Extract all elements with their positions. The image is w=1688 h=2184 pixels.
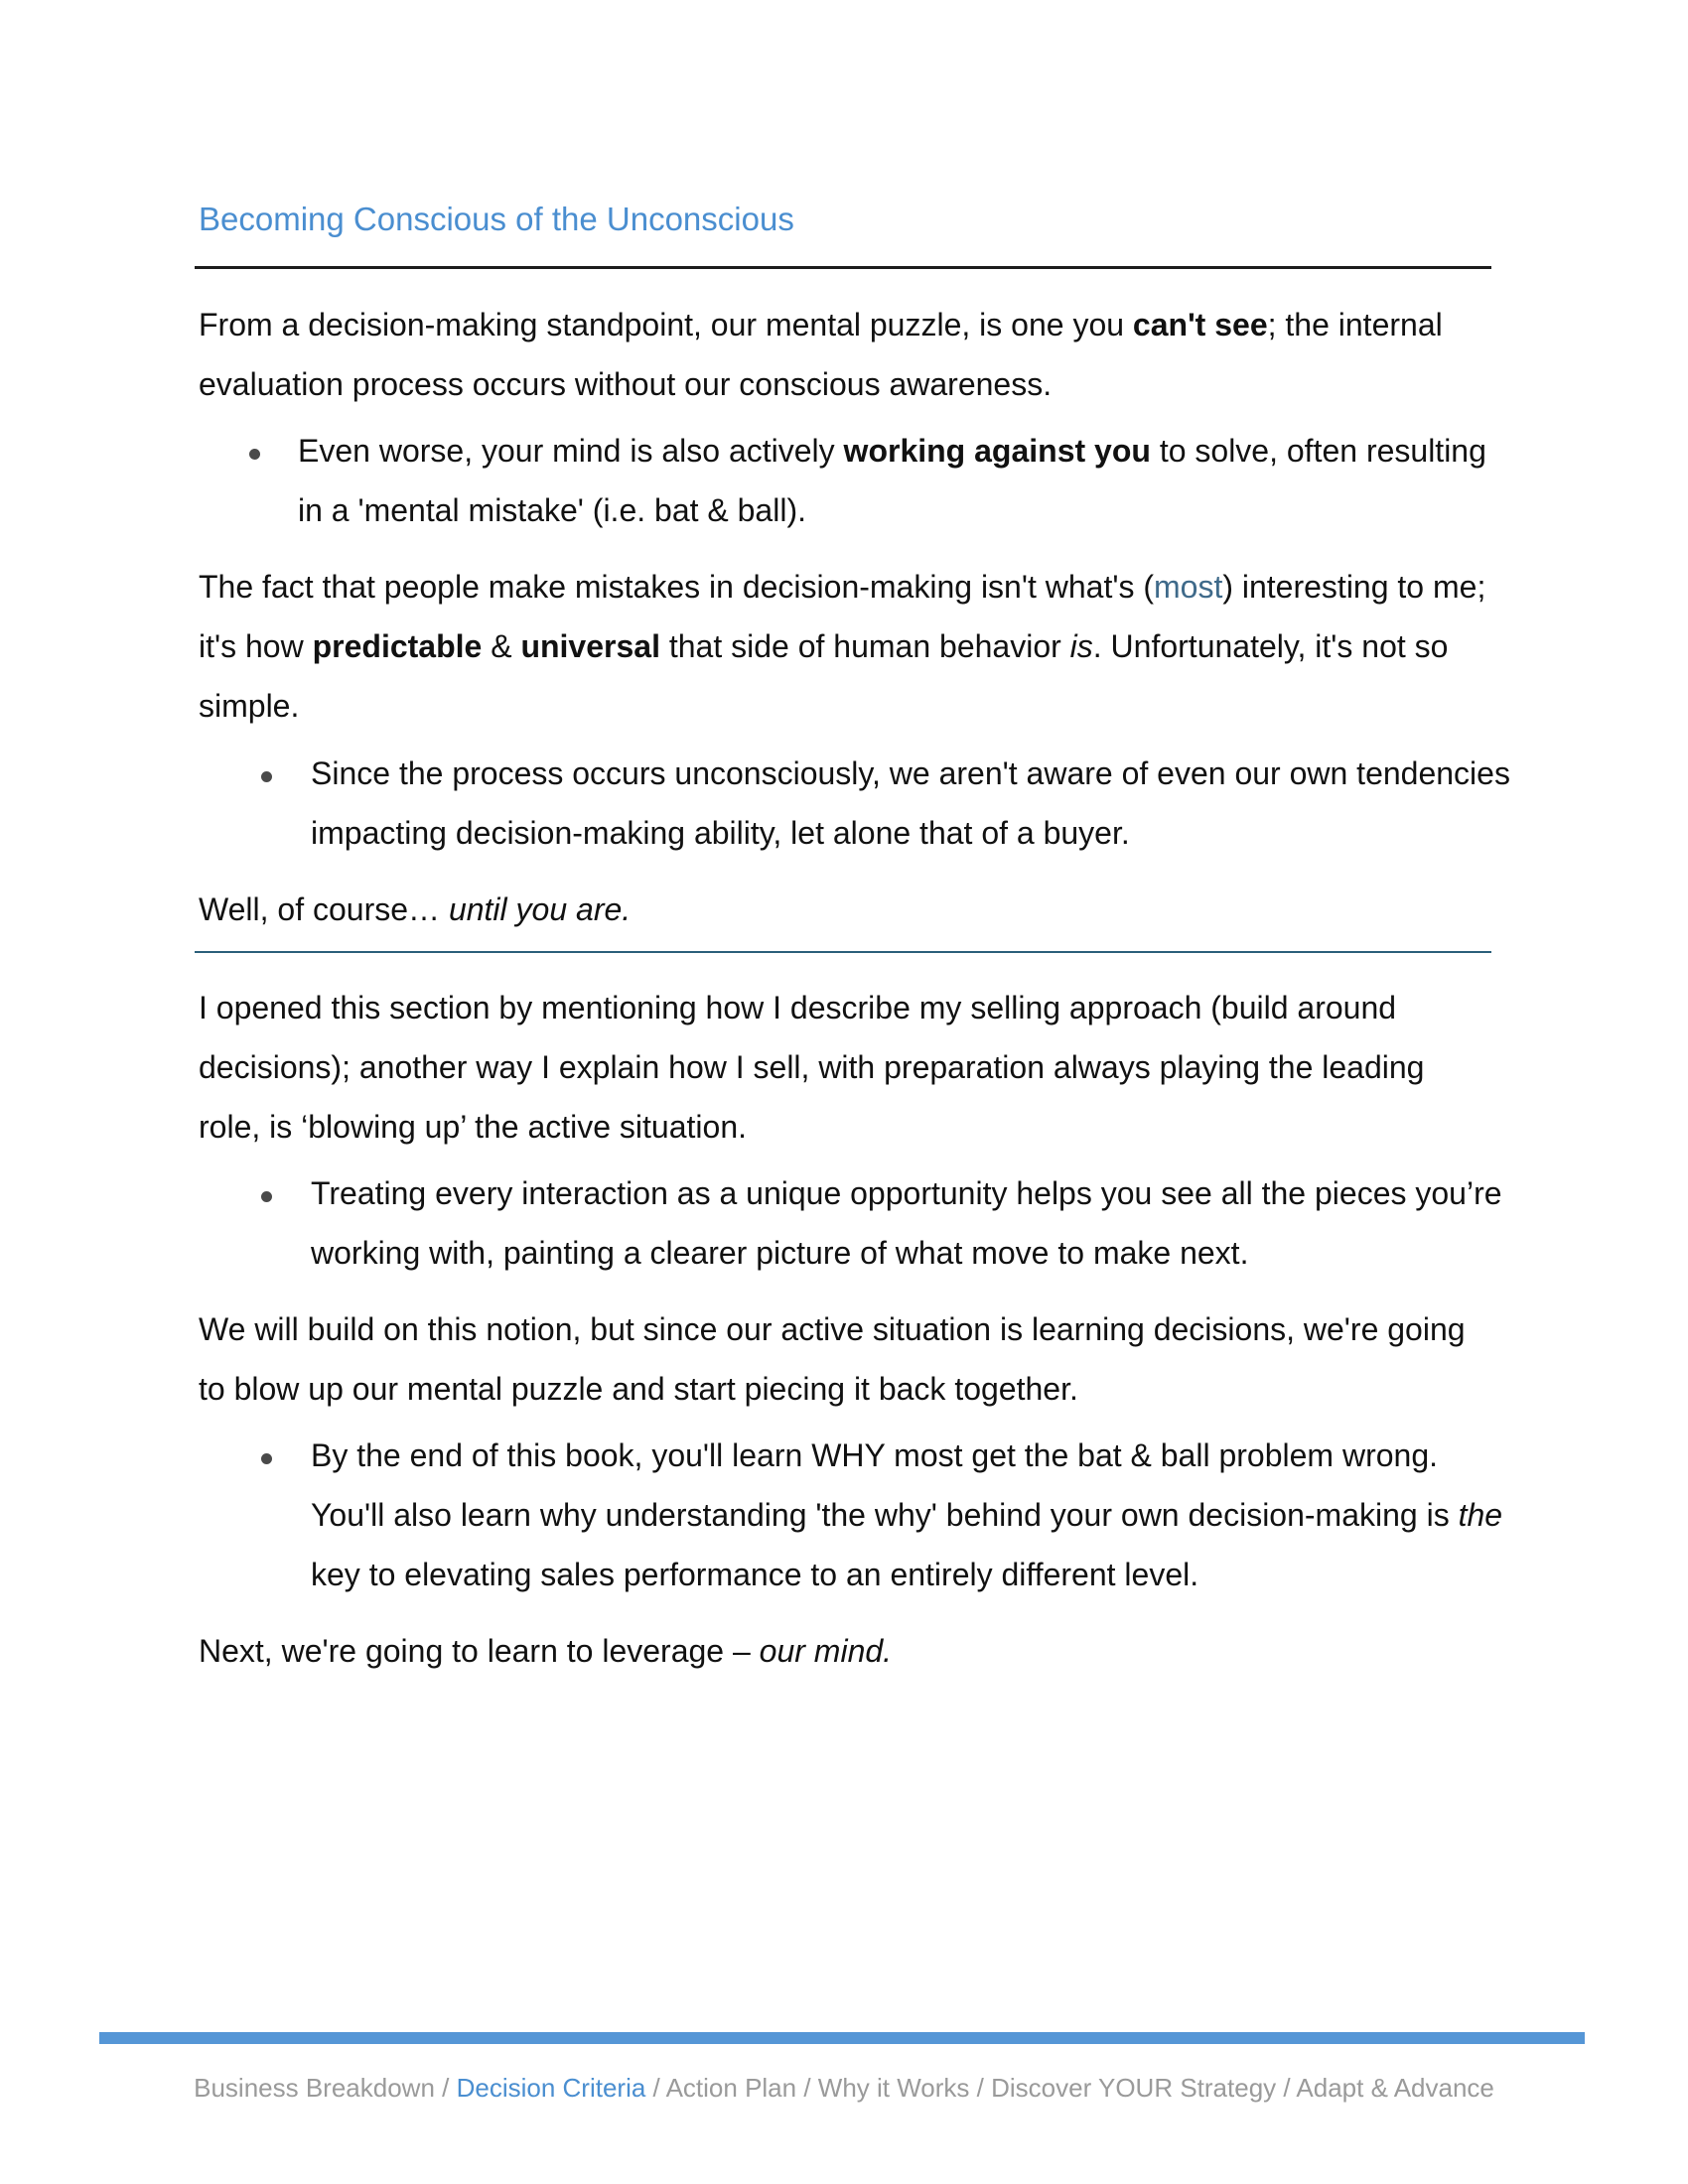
paragraph-predictable: The fact that people make mistakes in decision-making isn't what's (most) interesting to me; it's how predictable & universal that side of human behavior is. Unfortunately, it's not so simple. xyxy=(199,569,1486,724)
bullet-dot xyxy=(261,1191,272,1202)
paragraph-intro: From a decision-making standpoint, our mental puzzle, is one you can't see; the internal evaluation process occurs without our conscious awareness. xyxy=(199,307,1443,402)
breadcrumb-discover-strategy[interactable]: Discover YOUR Strategy xyxy=(991,2073,1277,2103)
bullet-dot xyxy=(261,771,272,782)
paragraph-selling-approach: I opened this section by mentioning how I describe my selling approach (build around decisions); another way I explain how I sell, with preparation always playing the leading role, is ‘blowing up’ the active situation. xyxy=(199,990,1425,1145)
breadcrumb-action-plan[interactable]: Action Plan xyxy=(665,2073,797,2103)
breadcrumb-why-it-works[interactable]: Why it Works xyxy=(817,2073,970,2103)
bullet-item-working-against: Even worse, your mind is also actively working against you to solve, often resulting in a 'mental mistake' (i.e. bat & ball). xyxy=(298,433,1486,528)
emphasis-our-mind: our mind. xyxy=(759,1633,893,1669)
breadcrumb-decision-criteria[interactable]: Decision Criteria xyxy=(456,2073,646,2103)
emphasis-universal: universal xyxy=(520,628,660,664)
emphasis-is: is xyxy=(1069,628,1093,664)
bullet-item-interaction: Treating every interaction as a unique opportunity helps you see all the pieces you’re working with, painting a clearer picture of what move to make next. xyxy=(311,1175,1502,1271)
section-heading: Becoming Conscious of the Unconscious xyxy=(199,201,794,237)
paragraph-next: Next, we're going to learn to leverage – our mind. xyxy=(199,1633,893,1669)
bullet-item-unconscious: Since the process occurs unconsciously, we aren't aware of even our own tendencies impacting decision-making ability, let alone that of a buyer. xyxy=(311,755,1510,851)
heading-underline xyxy=(195,266,1491,269)
emphasis-until-you-are: until you are. xyxy=(448,891,632,927)
bullet-item-end-of-book: By the end of this book, you'll learn WHY most get the bat & ball problem wrong. You'll also learn why understanding 'the why' behind your own decision-making is the key to elevating sales performance to an entirely different level. xyxy=(311,1437,1503,1592)
bullet-dot xyxy=(261,1453,272,1464)
emphasis-most: most xyxy=(1153,569,1223,605)
breadcrumb-business-breakdown[interactable]: Business Breakdown xyxy=(194,2073,435,2103)
paragraph-build-notion: We will build on this notion, but since our active situation is learning decisions, we're going to blow up our mental puzzle and start piecing it back together. xyxy=(199,1311,1466,1407)
emphasis-predictable: predictable xyxy=(312,628,483,664)
emphasis-working-against-you: working against you xyxy=(843,433,1151,469)
emphasis-cant-see: can't see xyxy=(1132,307,1268,342)
breadcrumb-adapt-advance[interactable]: Adapt & Advance xyxy=(1296,2073,1494,2103)
section-divider xyxy=(195,951,1491,953)
bullet-dot xyxy=(249,449,260,460)
paragraph-until-you-are: Well, of course… until you are. xyxy=(199,891,632,927)
emphasis-the: the xyxy=(1458,1497,1503,1533)
footer-bar xyxy=(99,2032,1585,2044)
footer-breadcrumb: Business Breakdown / Decision Criteria / Action Plan / Why it Works / Discover YOUR Strategy / Adapt & Advance xyxy=(194,2073,1494,2103)
